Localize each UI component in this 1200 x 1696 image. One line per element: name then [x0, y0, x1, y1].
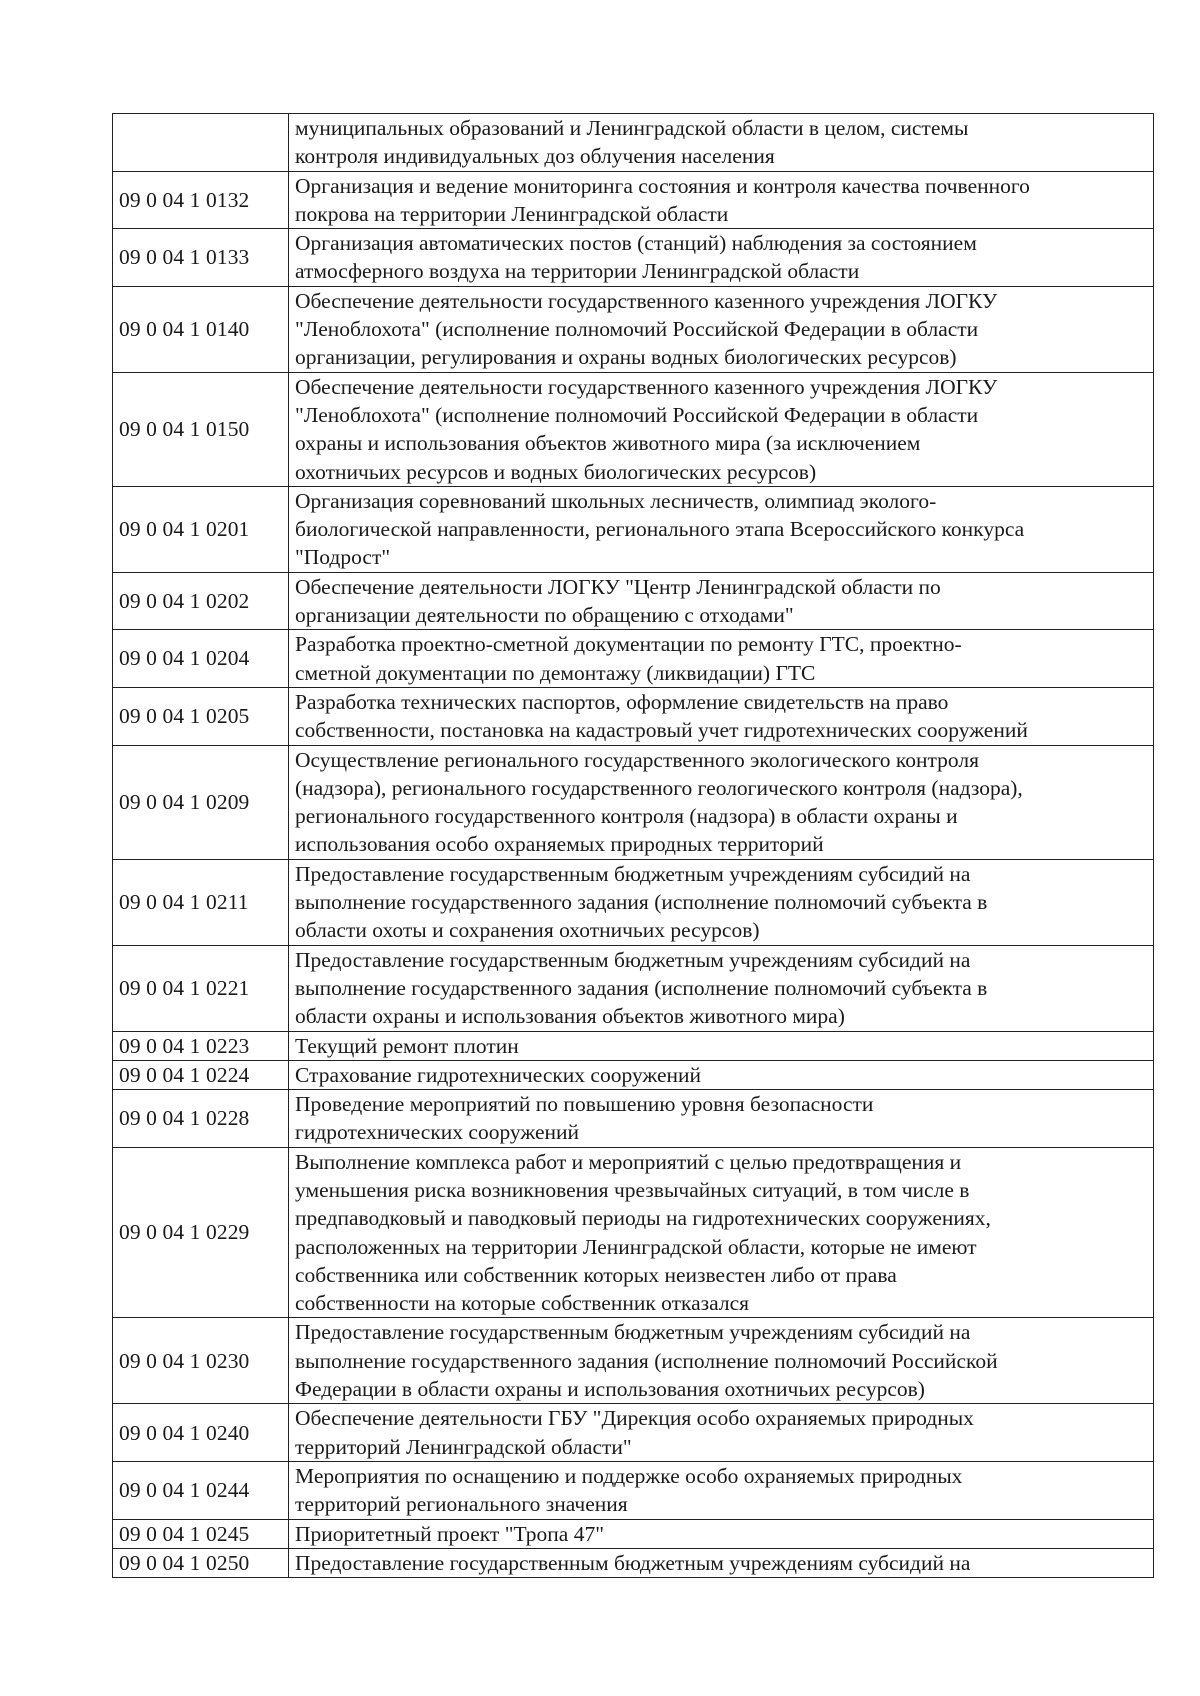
description-line: территорий Ленинградской области"	[295, 1434, 632, 1459]
row-description	[289, 1147, 1154, 1318]
row-description	[289, 114, 1154, 172]
description-line: гидротехнических сооружений	[295, 1120, 580, 1145]
description-line: Обеспечение деятельности ЛОГКУ "Центр Ленинградской области по	[295, 574, 941, 599]
table-row	[113, 114, 1154, 172]
table-row	[113, 1548, 1154, 1577]
row-description	[289, 286, 1154, 372]
description-line: покрова на территории Ленинградской области	[295, 201, 729, 226]
description-line: "Леноблохота" (исполнение полномочий Российской Федерации в области	[295, 402, 979, 427]
row-description	[289, 1404, 1154, 1462]
description-line: (надзора), регионального государственного геологического контроля (надзора),	[295, 775, 1023, 800]
description-line: расположенных на территории Ленинградской области, которые не имеют	[295, 1234, 977, 1259]
description-line: собственности, постановка на кадастровый учет гидротехнических сооружений	[295, 718, 1028, 743]
description-line: Предоставление государственным бюджетным учреждениям субсидий на	[295, 1550, 971, 1575]
description-line: Мероприятия по оснащению и поддержке особо охраняемых природных	[295, 1463, 963, 1488]
description-line: выполнение государственного задания (исполнение полномочий субъекта в	[295, 890, 988, 915]
row-code: 09 0 04 1 0140	[113, 286, 289, 372]
table-row	[113, 687, 1154, 745]
row-description	[289, 1090, 1154, 1148]
description-line: контроля индивидуальных доз облучения населения	[295, 144, 775, 169]
description-line: муниципальных образований и Ленинградской области в целом, системы	[295, 116, 969, 140]
table-row	[113, 859, 1154, 945]
description-line: Осуществление регионального государственного экологического контроля	[295, 747, 980, 772]
description-line: Текущий ремонт плотин	[295, 1033, 519, 1058]
description-line: Приоритетный проект "Тропа 47"	[295, 1521, 604, 1546]
row-code: 09 0 04 1 0132	[113, 171, 289, 229]
description-line: Предоставление государственным бюджетным учреждениям субсидий на	[295, 1320, 971, 1345]
table-row	[113, 171, 1154, 229]
table-row	[113, 1461, 1154, 1519]
row-code: 09 0 04 1 0245	[113, 1519, 289, 1548]
row-code: 09 0 04 1 0250	[113, 1548, 289, 1577]
table-row	[113, 1519, 1154, 1548]
description-line: выполнение государственного задания (исполнение полномочий Российской	[295, 1348, 998, 1373]
description-line: охотничьих ресурсов и водных биологических ресурсов)	[295, 459, 817, 484]
row-code: 09 0 04 1 0224	[113, 1060, 289, 1089]
description-line: области охраны и использования объектов животного мира)	[295, 1004, 845, 1029]
row-code: 09 0 04 1 0202	[113, 572, 289, 630]
description-line: Федерации в области охраны и использования охотничьих ресурсов)	[295, 1377, 925, 1402]
description-line: Выполнение комплекса работ и мероприятий с целью предотвращения и	[295, 1149, 962, 1174]
table-row	[113, 630, 1154, 688]
table-row	[113, 945, 1154, 1031]
description-line: Проведение мероприятий по повышению уровня безопасности	[295, 1092, 874, 1117]
description-line: выполнение государственного задания (исполнение полномочий субъекта в	[295, 975, 988, 1000]
description-line: Обеспечение деятельности ГБУ "Дирекция особо охраняемых природных	[295, 1406, 974, 1431]
table-row	[113, 486, 1154, 572]
description-line: предпаводковый и паводковый периоды на гидротехнических сооружениях,	[295, 1206, 991, 1231]
description-line: "Подрост"	[295, 545, 391, 570]
description-line: Организация и ведение мониторинга состояния и контроля качества почвенного	[295, 173, 1030, 198]
description-line: собственника или собственник которых неизвестен либо от права	[295, 1262, 897, 1287]
row-description	[289, 745, 1154, 859]
table-row	[113, 1090, 1154, 1148]
table-row	[113, 1147, 1154, 1318]
description-line: биологической направленности, регионального этапа Всероссийского конкурса	[295, 517, 1025, 542]
description-line: сметной документации по демонтажу (ликвидации) ГТС	[295, 660, 816, 685]
description-line: Предоставление государственным бюджетным учреждениям субсидий на	[295, 861, 971, 886]
table-row	[113, 1031, 1154, 1060]
description-line: области охоты и сохранения охотничьих ресурсов)	[295, 918, 760, 943]
description-line: Организация автоматических постов (станций) наблюдения за состоянием	[295, 231, 977, 256]
row-code: 09 0 04 1 0205	[113, 687, 289, 745]
description-line: уменьшения риска возникновения чрезвычайных ситуаций, в том числе в	[295, 1177, 970, 1202]
description-line: Обеспечение деятельности государственного казенного учреждения ЛОГКУ	[295, 374, 998, 399]
table-row	[113, 745, 1154, 859]
row-description	[289, 1060, 1154, 1089]
row-code	[113, 114, 289, 172]
table-row	[113, 229, 1154, 287]
row-code: 09 0 04 1 0201	[113, 486, 289, 572]
row-code: 09 0 04 1 0211	[113, 859, 289, 945]
row-description	[289, 486, 1154, 572]
row-code: 09 0 04 1 0209	[113, 745, 289, 859]
row-description	[289, 1318, 1154, 1404]
row-code: 09 0 04 1 0150	[113, 372, 289, 486]
description-line: атмосферного воздуха на территории Ленинградской области	[295, 259, 860, 284]
description-line: Страхование гидротехнических сооружений	[295, 1062, 702, 1087]
description-line: регионального государственного контроля (надзора) в области охраны и	[295, 804, 958, 829]
description-line: организации деятельности по обращению с отходами"	[295, 603, 794, 628]
table-body	[113, 114, 1154, 1578]
row-description	[289, 171, 1154, 229]
row-description	[289, 945, 1154, 1031]
row-code: 09 0 04 1 0229	[113, 1147, 289, 1318]
row-code: 09 0 04 1 0133	[113, 229, 289, 287]
budget-codes-table	[112, 113, 1154, 1578]
row-description	[289, 572, 1154, 630]
table-row	[113, 286, 1154, 372]
row-description	[289, 859, 1154, 945]
description-line: Организация соревнований школьных лесничеств, олимпиад эколого-	[295, 488, 937, 513]
row-description	[289, 1031, 1154, 1060]
description-line: собственности на которые собственник отказался	[295, 1291, 750, 1316]
row-description	[289, 1461, 1154, 1519]
description-line: "Леноблохота" (исполнение полномочий Российской Федерации в области	[295, 317, 979, 342]
description-line: Обеспечение деятельности государственного казенного учреждения ЛОГКУ	[295, 288, 998, 313]
row-code: 09 0 04 1 0223	[113, 1031, 289, 1060]
row-code: 09 0 04 1 0204	[113, 630, 289, 688]
row-code: 09 0 04 1 0221	[113, 945, 289, 1031]
row-description	[289, 372, 1154, 486]
row-description	[289, 1548, 1154, 1577]
table-row	[113, 1404, 1154, 1462]
description-line: Разработка технических паспортов, оформление свидетельств на право	[295, 689, 949, 714]
table-row	[113, 1060, 1154, 1089]
row-code: 09 0 04 1 0228	[113, 1090, 289, 1148]
row-code: 09 0 04 1 0244	[113, 1461, 289, 1519]
row-description	[289, 687, 1154, 745]
row-description	[289, 1519, 1154, 1548]
table-row	[113, 572, 1154, 630]
description-line: Разработка проектно-сметной документации по ремонту ГТС, проектно-	[295, 632, 962, 657]
row-code: 09 0 04 1 0240	[113, 1404, 289, 1462]
description-line: охраны и использования объектов животного мира (за исключением	[295, 431, 921, 456]
table-row	[113, 372, 1154, 486]
row-description	[289, 630, 1154, 688]
description-line: организации, регулирования и охраны водных биологических ресурсов)	[295, 345, 957, 370]
description-line: территорий регионального значения	[295, 1492, 628, 1517]
description-line: Предоставление государственным бюджетным учреждениям субсидий на	[295, 947, 971, 972]
row-description	[289, 229, 1154, 287]
description-line: использования особо охраняемых природных территорий	[295, 832, 824, 857]
table-row	[113, 1318, 1154, 1404]
row-code: 09 0 04 1 0230	[113, 1318, 289, 1404]
